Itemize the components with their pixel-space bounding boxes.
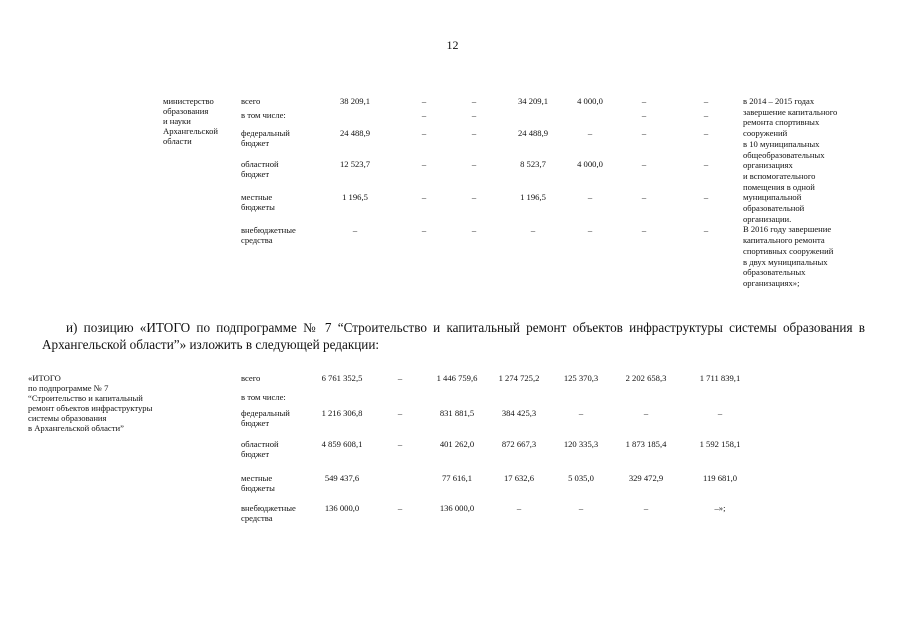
result-line: помещения в одной <box>743 181 815 192</box>
result-line: образовательной <box>743 203 805 213</box>
table-cell: – <box>641 225 647 235</box>
table-cell: – <box>641 110 647 120</box>
table-cell: 1 274 725,2 <box>498 373 540 383</box>
row-label: всего <box>241 373 261 383</box>
table-cell: – <box>397 439 403 449</box>
table-cell: 38 209,1 <box>339 96 371 106</box>
table-cell: 136 000,0 <box>324 503 360 513</box>
table-cell: – <box>471 159 477 169</box>
table-cell: 17 632,6 <box>503 473 535 483</box>
table-cell: 1 446 759,6 <box>436 373 478 383</box>
table-cell: 4 000,0 <box>577 159 603 169</box>
org-line: “Строительство и капитальный <box>28 393 143 403</box>
row-label: местные <box>241 473 273 483</box>
table-cell: 872 667,3 <box>501 439 537 449</box>
table-cell: 1 711 839,1 <box>699 373 741 383</box>
table-cell: – <box>421 110 427 120</box>
org-line: «ИТОГО <box>28 373 61 383</box>
table-cell: – <box>703 159 709 169</box>
table-cell: 119 681,0 <box>702 473 738 483</box>
row-label: местные <box>241 192 273 202</box>
result-line: организациях <box>743 160 793 171</box>
table-cell: 125 370,3 <box>563 373 599 383</box>
result-line: в 10 муниципальных <box>743 138 820 149</box>
row-label: бюджеты <box>241 202 275 212</box>
table-cell: – <box>421 159 427 169</box>
table-cell: – <box>578 503 584 513</box>
row-label: областной <box>241 439 279 449</box>
org-line: Архангельской <box>163 126 218 136</box>
table-cell: – <box>641 192 647 202</box>
result-line: капитального ремонта <box>743 235 825 246</box>
page-number: 12 <box>446 38 459 52</box>
table-cell: 5 035,0 <box>568 473 594 483</box>
table-cell: – <box>703 110 709 120</box>
table-cell: 329 472,9 <box>628 473 664 483</box>
table-cell: – <box>703 128 709 138</box>
table-cell: 401 262,0 <box>439 439 475 449</box>
table-cell: – <box>703 96 709 106</box>
row-label: федеральный <box>241 128 290 138</box>
table-cell: – <box>643 503 649 513</box>
result-line: в двух муниципальных <box>743 256 828 267</box>
table-cell: 24 488,9 <box>517 128 549 138</box>
table-cell: – <box>471 192 477 202</box>
table-cell: 4 000,0 <box>577 96 603 106</box>
table-cell: 77 616,1 <box>441 473 473 483</box>
table-cell: – <box>397 408 403 418</box>
table-cell: 6 761 352,5 <box>321 373 363 383</box>
table-cell: – <box>471 128 477 138</box>
org-line: в Архангельской области” <box>28 423 124 433</box>
table-cell: 2 202 658,3 <box>625 373 667 383</box>
table-cell: – <box>471 225 477 235</box>
table-cell: 136 000,0 <box>439 503 475 513</box>
row-label: внебюджетные <box>241 225 296 235</box>
result-line: организации. <box>743 213 792 224</box>
table-cell: – <box>717 408 723 418</box>
table-cell: – <box>471 110 477 120</box>
table-cell: – <box>421 128 427 138</box>
result-line: ремонта спортивных <box>743 117 820 128</box>
row-label: всего <box>241 96 261 106</box>
row-label: бюджет <box>241 138 270 148</box>
row-label: средства <box>241 513 273 523</box>
row-label: бюджет <box>241 418 270 428</box>
table-cell: 4 859 608,1 <box>321 439 363 449</box>
table-cell: 1 592 158,1 <box>699 439 741 449</box>
table-cell: 8 523,7 <box>520 159 546 169</box>
table-cell: – <box>641 128 647 138</box>
table-cell: – <box>641 96 647 106</box>
result-line: сооружений <box>743 128 788 139</box>
table-cell: 1 873 185,4 <box>625 439 667 449</box>
table-cell: 549 437,6 <box>324 473 360 483</box>
table-cell: 34 209,1 <box>517 96 549 106</box>
table-cell: –»; <box>714 503 726 513</box>
row-label: бюджет <box>241 449 270 459</box>
table-cell: – <box>578 408 584 418</box>
table-cell: 1 196,5 <box>342 192 368 202</box>
table-cell: – <box>703 225 709 235</box>
table-cell: 12 523,7 <box>339 159 371 169</box>
table-cell: 24 488,9 <box>339 128 371 138</box>
row-label: областной <box>241 159 279 169</box>
table-cell: 384 425,3 <box>501 408 537 418</box>
row-label: внебюджетные <box>241 503 296 513</box>
table-cell: – <box>587 225 593 235</box>
table-cell: – <box>471 96 477 106</box>
org-line: министерство <box>163 96 214 106</box>
table-cell: – <box>397 373 403 383</box>
result-line: образовательных <box>743 267 806 278</box>
instruction-paragraph: и) позицию «ИТОГО по подпрограмме № 7 “Строительство и капитальный ремонт объектов инфраструктуры системы образования в Архангельской области”» изложить в следующей редакции: <box>42 320 865 352</box>
table-cell: – <box>587 128 593 138</box>
org-line: по подпрограмме № 7 <box>28 383 109 393</box>
org-line: образования <box>163 106 209 116</box>
row-label: бюджет <box>241 169 270 179</box>
table-cell: – <box>397 503 403 513</box>
table-cell: 1 216 306,8 <box>321 408 363 418</box>
result-line: и вспомогательного <box>743 170 816 181</box>
table-cell: 831 881,5 <box>439 408 475 418</box>
row-label: средства <box>241 235 273 245</box>
org-line: области <box>163 136 192 146</box>
table-cell: – <box>641 159 647 169</box>
org-line: ремонт объектов инфраструктуры <box>28 403 153 413</box>
table-cell: – <box>530 225 536 235</box>
table-cell: – <box>421 96 427 106</box>
result-line: в 2014 – 2015 годах <box>743 96 815 106</box>
result-line: В 2016 году завершение <box>743 224 832 235</box>
row-label: бюджеты <box>241 483 275 493</box>
result-line: завершение капитального <box>743 106 838 117</box>
table-cell: – <box>703 192 709 202</box>
table-cell: – <box>516 503 522 513</box>
table-cell: – <box>587 192 593 202</box>
result-line: спортивных сооружений <box>743 245 834 256</box>
table-cell: – <box>643 408 649 418</box>
table-cell: 1 196,5 <box>520 192 546 202</box>
table-cell: 120 335,3 <box>563 439 599 449</box>
org-line: системы образования <box>28 413 107 423</box>
result-line: общеобразовательных <box>743 149 825 160</box>
row-label: в том числе: <box>241 392 286 402</box>
table-cell: – <box>421 192 427 202</box>
row-label: в том числе: <box>241 110 286 120</box>
result-line: муниципальной <box>743 192 802 203</box>
row-label: федеральный <box>241 408 290 418</box>
org-line: и науки <box>163 116 191 126</box>
table-cell: – <box>352 225 358 235</box>
table-cell: – <box>421 225 427 235</box>
result-line: организациях»; <box>743 277 800 288</box>
